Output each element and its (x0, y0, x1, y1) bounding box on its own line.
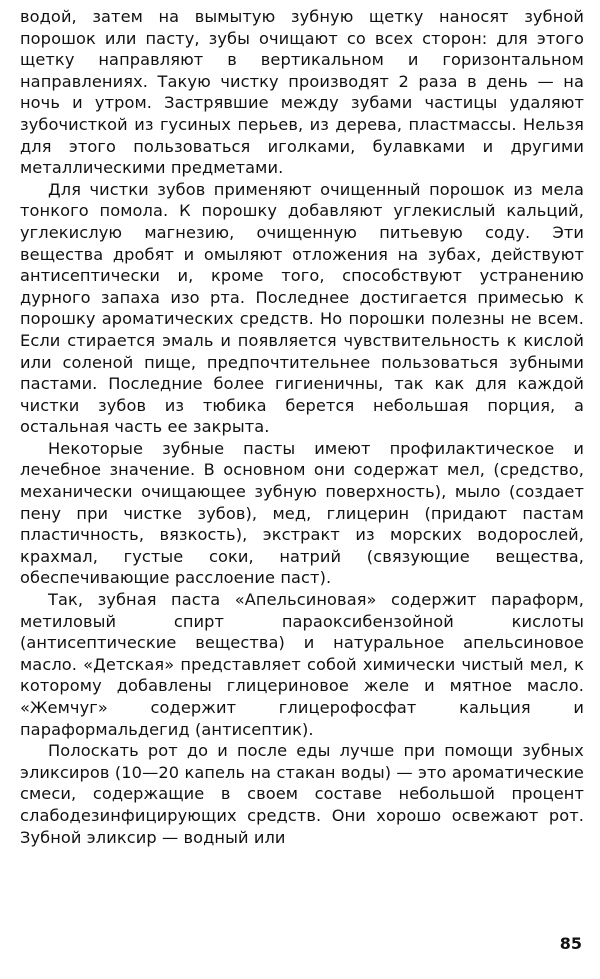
paragraph-4: Так, зубная паста «Апельсиновая» содержит параформ, метиловый спирт параоксибензойной кислоты (антисептические вещества) и натуральное апельсиновое масло. «Детская» представляет собой химически чистый мел, к которому добавлены глицериновое желе и мятное масло. «Жемчуг» содержит глицерофосфат кальция и параформальдегид (антисептик). (20, 590, 584, 739)
paragraph-5: Полоскать рот до и после еды лучше при помощи зубных эликсиров (10—20 капель на стакан воды) — это ароматические смеси, содержащие в своем составе небольшой процент слабодезинфицирующих средств. Они хорошо освежают рот. Зубной эликсир — водный или (20, 741, 584, 847)
paragraph-3: Некоторые зубные пасты имеют профилактическое и лечебное значение. В основном они содержат мел, (средство, механически очищающее зубную поверхность), мыло (создает пену при чистке зубов), мед, глицерин (придают пастам пластичность, вязкость), экстракт из морских водорослей, крахмал, густые соки, натрий (связующие вещества, обеспечивающие расслоение паст). (20, 438, 584, 588)
body-text (20, 6, 584, 848)
page-number: 85 (559, 934, 582, 953)
paragraph-1: водой, затем на вымытую зубную щетку наносят зубной порошок или пасту, зубы очищают со всех сторон: для этого щетку направляют в вертикальном и горизонтальном направлениях. Такую чистку производят 2 раза в день — на ночь и утром. Застрявшие между зубами частицы удаляют зубочисткой из гусиных перьев, из дерева, пластмассы. Нельзя для этого пользоваться иголками, булавками и другими металлическими предметами. (20, 7, 584, 178)
paragraph-2: Для чистки зубов применяют очищенный порошок из мела тонкого помола. К порошку добавляют углекислый кальций, углекислую магнезию, очищенную питьевую соду. Эти вещества дробят и омыляют отложения на зубах, действуют антисептически и, кроме того, способствуют устранению дурного запаха изо рта. Последнее достигается примесью к порошку ароматических средств. Но порошки полезны не всем. Если стирается эмаль и появляется чувствительность к кислой или соленой пище, предпочтительнее пользоваться зубными пастами. Последние более гигиеничны, так как для каждой чистки зубов из тюбика берется небольшая порция, а остальная часть ее закрыта. (20, 179, 584, 437)
